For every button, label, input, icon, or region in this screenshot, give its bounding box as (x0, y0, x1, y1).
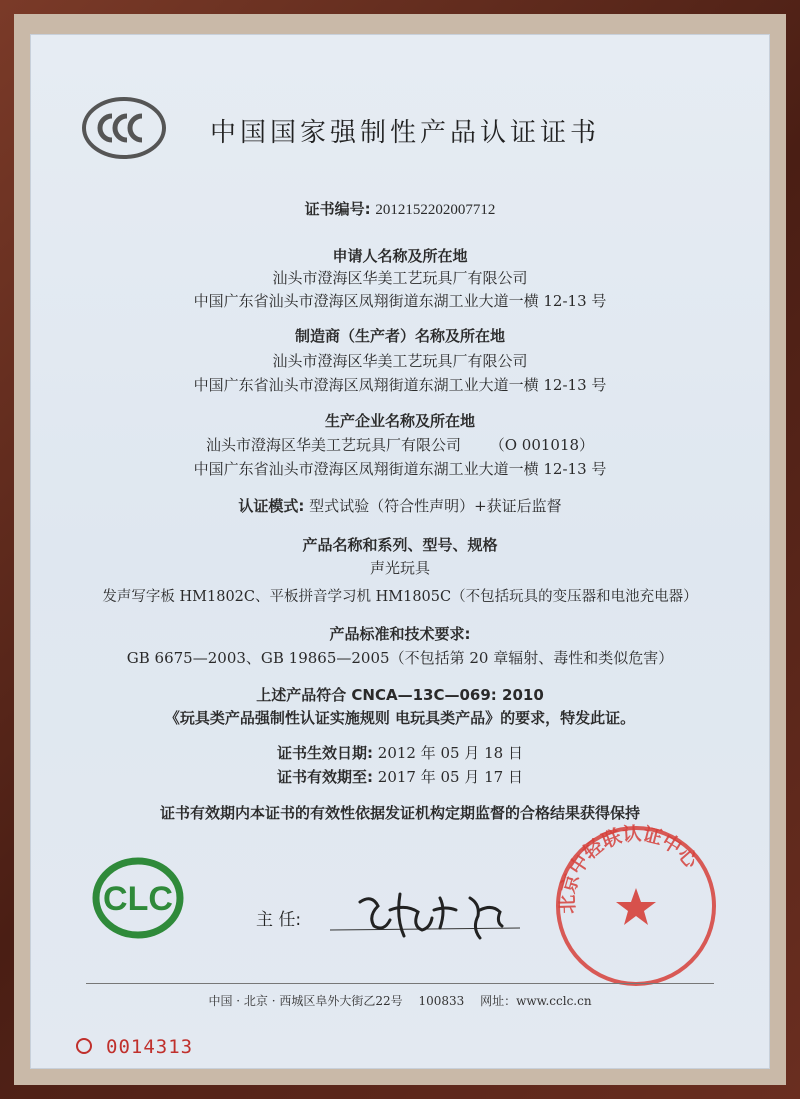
director-label: 主 任: (256, 910, 302, 930)
issue-date-label: 证书生效日期: (277, 744, 373, 762)
seal-text: 北京中轻联认证中心 (556, 822, 703, 915)
issue-date-value: 2012 年 05 月 18 日 (377, 744, 523, 762)
manufacturer-heading: 制造商（生产者）名称及所在地 (294, 327, 505, 345)
validity-note: 证书有效期内本证书的有效性依据发证机构定期监督的合格结果获得保持 (159, 804, 640, 822)
svg-text:CLC: CLC (103, 880, 173, 918)
applicant-address: 中国广东省汕头市澄海区凤翔街道东湖工业大道一横 12-13 号 (193, 292, 607, 310)
clc-logo-icon (92, 856, 184, 940)
manufacturer-address: 中国广东省汕头市澄海区凤翔街道东湖工业大道一横 12-13 号 (193, 376, 607, 394)
applicant-heading: 申请人名称及所在地 (332, 247, 468, 265)
certification-mode-value: 型式试验（符合性声明）+获证后监督 (309, 497, 562, 515)
certification-mode-label: 认证模式: (238, 497, 305, 515)
factory-heading: 生产企业名称及所在地 (324, 412, 475, 430)
serial-number-row (76, 1036, 193, 1058)
certificate-number-value: 2012152202007712 (375, 202, 496, 218)
certificate-title: 中国国家强制性产品认证证书 (210, 118, 601, 148)
factory-code: （O 001018） (489, 436, 595, 454)
svg-text:北京中轻联认证中心 (556, 823, 702, 914)
footer-postcode: 100833 (418, 994, 465, 1008)
footer-address: 中国 · 北京 · 西城区阜外大街乙22号 (208, 994, 403, 1008)
ccc-logo-icon (82, 96, 166, 160)
certificate-number-label: 证书编号: (304, 200, 371, 218)
expiry-date-value: 2017 年 05 月 17 日 (377, 768, 523, 786)
certification-mode-row (0, 495, 800, 516)
product-name: 声光玩具 (369, 559, 430, 577)
standards-heading: 产品标准和技术要求: (329, 625, 471, 643)
applicant-name: 汕头市澄海区华美工艺玩具厂有限公司 (272, 269, 528, 287)
expiry-date-row (0, 766, 800, 787)
expiry-date-label: 证书有效期至: (277, 768, 373, 786)
footer-website: 网址：www.cclc.cn (480, 994, 592, 1008)
issue-date-row (0, 742, 800, 763)
product-models: 发声写字板 HM1802C、平板拼音学习机 HM1805C（不包括玩具的变压器和电池充电器） (102, 589, 698, 605)
factory-name: 汕头市澄海区华美工艺玩具厂有限公司 (205, 436, 461, 454)
footer-contact (0, 992, 800, 1009)
manufacturer-name: 汕头市澄海区华美工艺玩具厂有限公司 (272, 352, 528, 370)
conformity-line-2: 《玩具类产品强制性认证实施规则 电玩具类产品》的要求，特发此证。 (164, 709, 636, 727)
serial-circle-icon (76, 1038, 92, 1054)
footer-rule (86, 983, 714, 984)
standards-value: GB 6675—2003、GB 19865—2005（不包括第 20 章辐射、毒性和类似危害） (126, 649, 674, 667)
factory-name-row (0, 434, 800, 455)
official-red-seal-icon (552, 822, 720, 990)
product-heading: 产品名称和系列、型号、规格 (302, 536, 498, 554)
factory-address: 中国广东省汕头市澄海区凤翔街道东湖工业大道一横 12-13 号 (193, 460, 607, 478)
conformity-line-1: 上述产品符合 CNCA—13C—069: 2010 (256, 686, 544, 704)
certificate-number-row (0, 198, 800, 219)
handwritten-signature-icon (330, 880, 530, 950)
serial-number: 0014313 (106, 1036, 194, 1058)
